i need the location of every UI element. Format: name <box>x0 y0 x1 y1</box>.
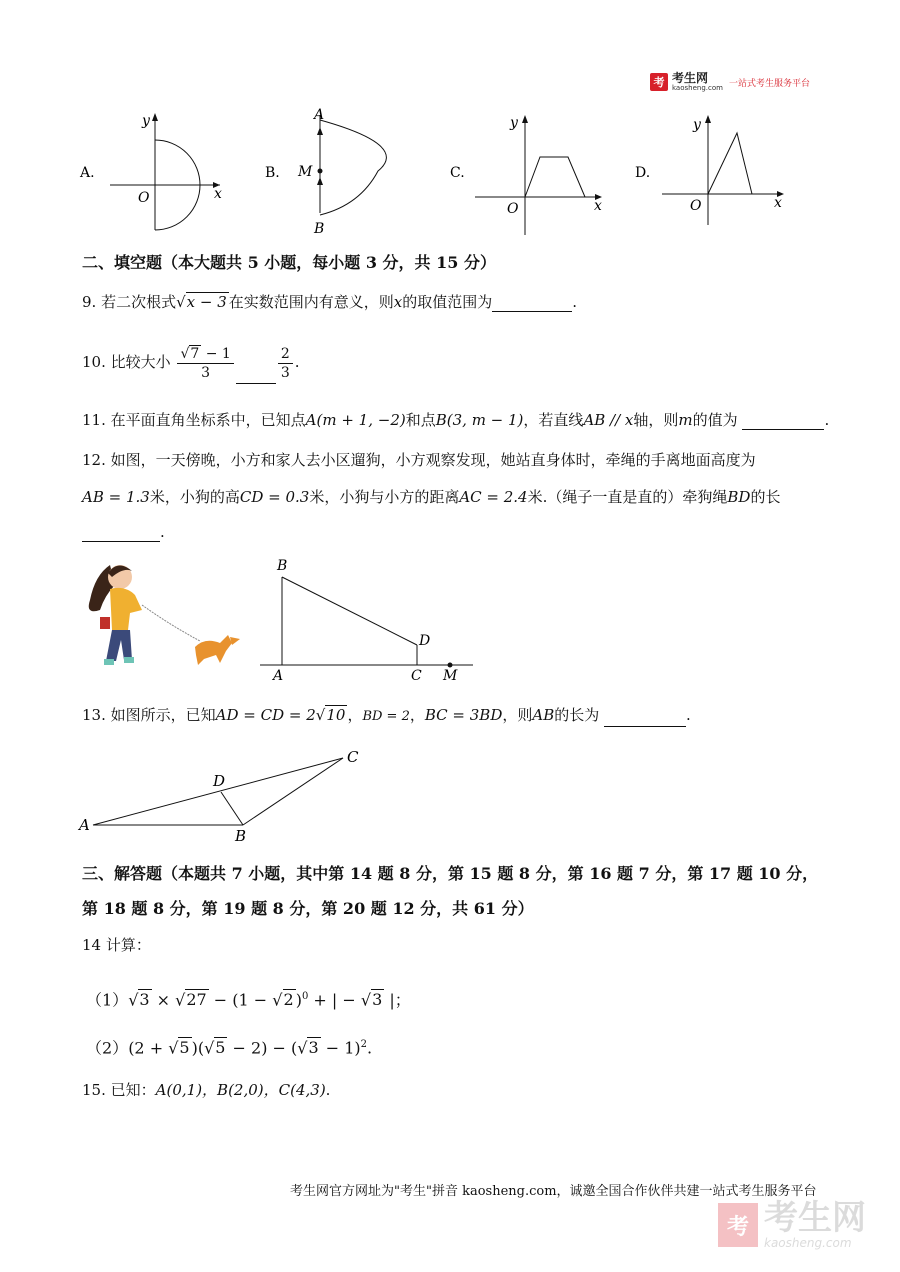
question-9: 9. 若二次根式√x − 3 在实数范围内有意义，则x的取值范围为 . <box>82 293 578 311</box>
q12-segment-bd <box>282 577 417 645</box>
graph-b-point-a: A <box>314 107 325 123</box>
logo-slogan: 一站式考生服务平台 <box>728 78 810 89</box>
q10-fraction-1: $\frac{√7 - 1}{3}$ <box>177 345 233 382</box>
section-3-title-line2: 第 18 题 8 分，第 19 题 8 分，第 20 题 12 分，共 61 分） <box>82 899 534 918</box>
logo-icon: 考 <box>650 73 668 91</box>
question-14: 14 计算： <box>82 936 151 954</box>
q13-label-c: C <box>347 748 359 766</box>
graph-d-x-label: x <box>774 195 782 211</box>
option-graphs <box>70 105 810 240</box>
logo-name: 考生网 <box>672 71 709 85</box>
q12-label-a: A <box>273 668 284 684</box>
question-13: 13. 如图所示，已知AD = CD = 2√10 ，BD = 2，BC = 3BD，则AB的长为 . <box>82 705 691 727</box>
section-3-title-line1: 三、解答题（本题共 7 小题，其中第 14 题 8 分，第 15 题 8 分，第 16 题 7 分，第 17 题 10 分， <box>82 864 819 883</box>
graph-d-origin: O <box>690 198 702 214</box>
graph-b-point-b: B <box>314 221 325 237</box>
graph-c-curve <box>525 157 585 197</box>
q12-figure <box>255 555 480 685</box>
option-c-label: C. <box>450 165 465 181</box>
q13-label-b: B <box>235 827 247 845</box>
watermark-url: kaosheng.com <box>764 1236 852 1250</box>
header-logo <box>650 72 810 92</box>
q13-answer-blank[interactable] <box>604 710 686 727</box>
option-d-label: D. <box>635 165 651 181</box>
question-12-line3: . <box>82 522 165 542</box>
q10-fraction-2: $\frac{2}{3}$ <box>278 345 293 382</box>
question-14-part-2: （2）(2 + √5 )$(√5 - 2) - (√3 - 1)^2$. <box>86 1038 373 1058</box>
logo-url: kaosheng.com <box>672 84 723 92</box>
q13-label-d: D <box>213 772 226 790</box>
q13-segment-bc <box>243 758 343 825</box>
q12-label-b: B <box>277 558 288 574</box>
q13-label-a: A <box>79 816 90 834</box>
q12-label-c: C <box>411 668 422 684</box>
graph-a-x-label: x <box>214 186 222 202</box>
watermark-name: 考生网 <box>764 1198 866 1238</box>
q12-point-m <box>448 663 453 668</box>
q11-answer-blank[interactable] <box>742 413 824 430</box>
q10-answer-blank[interactable] <box>236 367 276 384</box>
graph-d-y-label: y <box>693 117 701 133</box>
option-a-label: A. <box>80 165 95 181</box>
question-12-line2: AB = 1.3米，小狗的高CD = 0.3米，小狗与小方的距离AC = 2.4米.（绳子一直是直的）牵狗绳BD的长 <box>82 488 781 506</box>
graph-c-x-label: x <box>594 198 602 214</box>
watermark-logo-icon: 考 <box>718 1203 758 1247</box>
question-12-line1: 12. 如图，一天傍晚，小方和家人去小区遛狗，小方观察发现，她站直身体时，牵绳的手离地面高度为 <box>82 451 756 469</box>
question-14-part-1: （1）√3 × √27 − (1 − √2 )$^0$ + | − √3 |； <box>86 990 411 1010</box>
question-15: 15. 已知：A(0,1)，B(2,0)，C(4,3). <box>82 1081 331 1099</box>
q12-label-m: M <box>443 668 458 684</box>
q9-answer-blank[interactable] <box>492 295 572 312</box>
graph-b-curve <box>320 120 386 215</box>
graph-c-y-label: y <box>510 115 518 131</box>
logo-text <box>672 72 723 92</box>
q13-segment-bd <box>221 792 243 825</box>
question-11: 11. 在平面直角坐标系中，已知点A(m + 1, −2)和点B(3, m − 1)，若直线AB // x轴，则m的值为 . <box>82 411 830 429</box>
q9-radicand: x − 3 <box>186 293 227 311</box>
graph-a-origin: O <box>138 190 150 206</box>
option-b-label: B. <box>265 165 280 181</box>
graph-b-point-m: M <box>298 164 313 180</box>
graph-a-y-label: y <box>142 113 150 129</box>
question-10: 10. 比较大小 $\frac{√7 - 1}{3}$ $\frac{2}{3}$ . <box>82 340 300 384</box>
graph-c-origin: O <box>507 201 519 217</box>
graph-d-curve <box>708 133 752 194</box>
q12-label-d: D <box>419 633 431 649</box>
girl-walking-dog-illustration <box>80 555 245 680</box>
footer-text: 考生网官方网址为"考生"拼音 kaosheng.com，诚邀全国合作伙伴共建一站式考生服务平台 <box>290 1184 817 1199</box>
watermark <box>718 1200 866 1250</box>
section-2-title: 二、填空题（本大题共 5 小题，每小题 3 分，共 15 分） <box>82 253 496 272</box>
q13-figure <box>75 740 375 845</box>
q12-answer-blank[interactable] <box>82 525 160 542</box>
q13-segment-ac <box>93 758 343 825</box>
